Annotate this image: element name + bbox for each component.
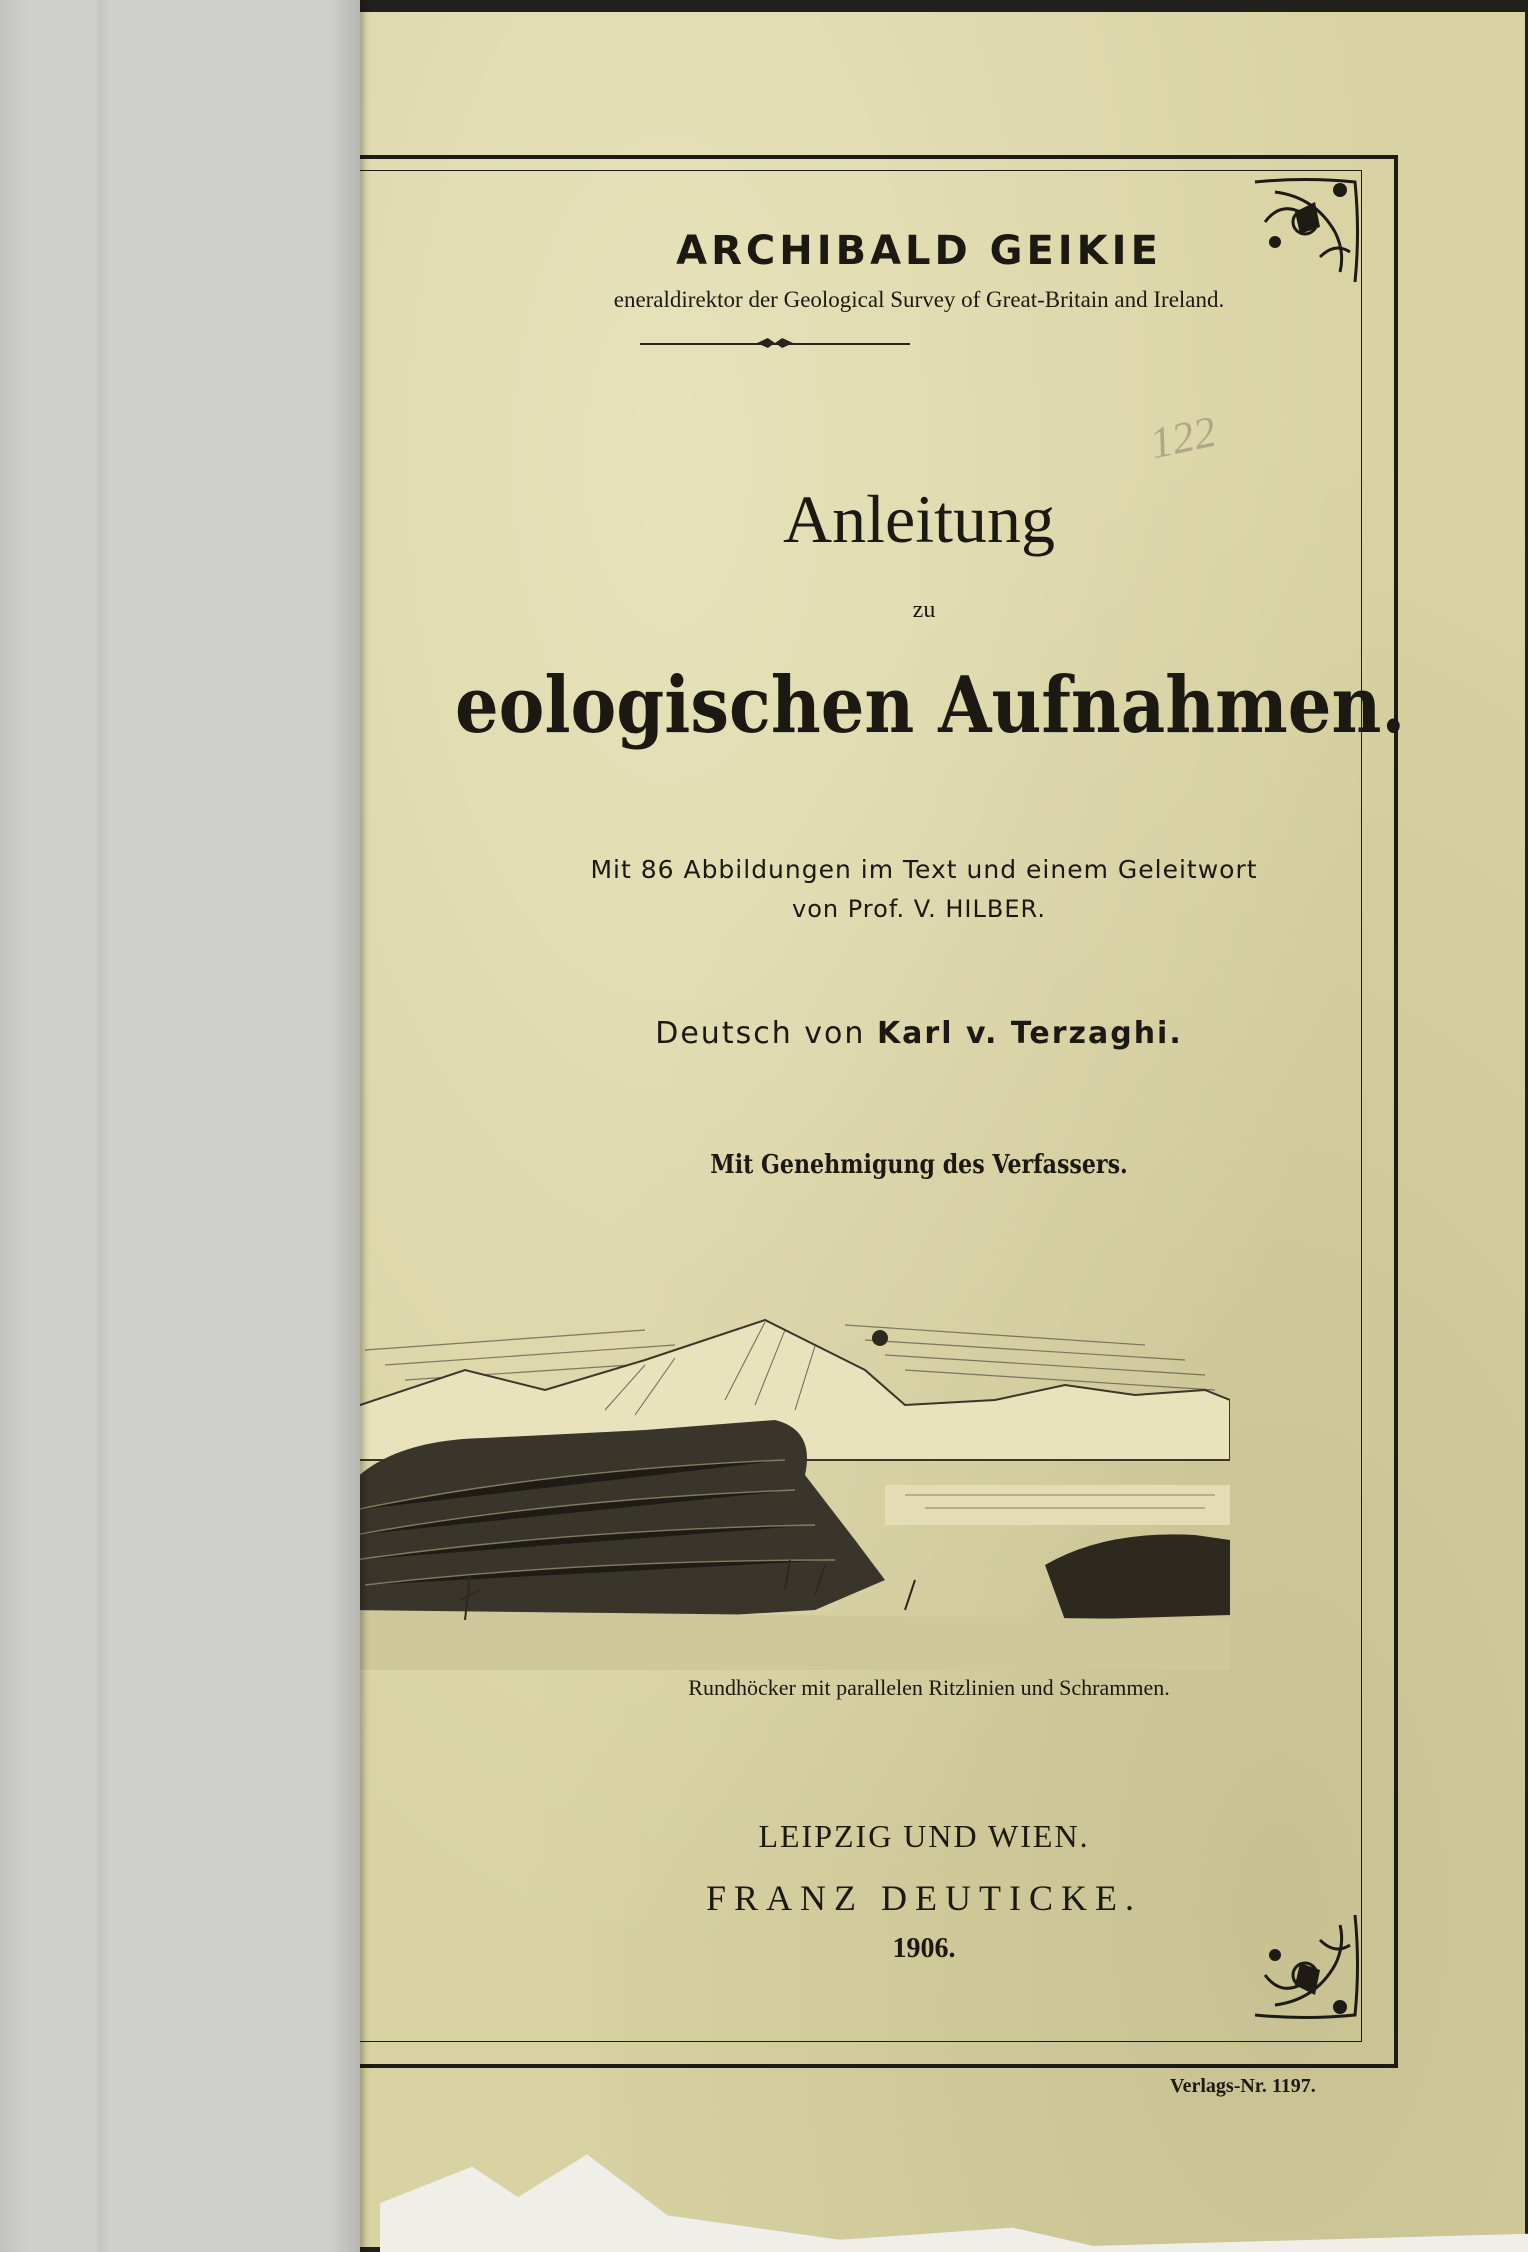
- subtitle-line-1: Mit 86 Abbildungen im Text und einem Geleitwort: [590, 855, 1258, 884]
- publisher-name: FRANZ DEUTICKE.: [706, 1878, 1142, 1918]
- title-line-anleitung: Anleitung: [783, 481, 1055, 557]
- divider-rule: [640, 343, 910, 345]
- author-name: ARCHIBALD GEIKIE: [676, 228, 1162, 274]
- publication-place: LEIPZIG UND WIEN.: [758, 1818, 1090, 1854]
- landscape-engraving: [345, 1290, 1230, 1670]
- title-line-zu: zu: [912, 597, 936, 623]
- permission-note: Mit Genehmigung des Verfassers.: [710, 1150, 1128, 1180]
- illustration-caption: Rundhöcker mit parallelen Ritzlinien und Schrammen.: [688, 1675, 1170, 1700]
- translator-credit: [155, 1016, 1528, 1051]
- floral-corner-bottom-icon: [1245, 1905, 1365, 2025]
- publication-year: 1906.: [892, 1933, 956, 1964]
- subtitle-line-2: von Prof. V. HILBER.: [792, 895, 1046, 923]
- title-main: eologischen Aufnahmen.: [455, 660, 1406, 751]
- spine-binding-tape: [0, 0, 360, 2252]
- translator-prefix: Deutsch von: [655, 1016, 866, 1051]
- publisher-number: Verlags-Nr. 1197.: [1170, 2075, 1316, 2097]
- translator-name: Karl v. Terzaghi.: [876, 1016, 1183, 1051]
- author-affiliation: eneraldirektor der Geological Survey of Great-Britain and Ireland.: [613, 287, 1225, 312]
- pencil-annotation: 122: [1145, 406, 1221, 469]
